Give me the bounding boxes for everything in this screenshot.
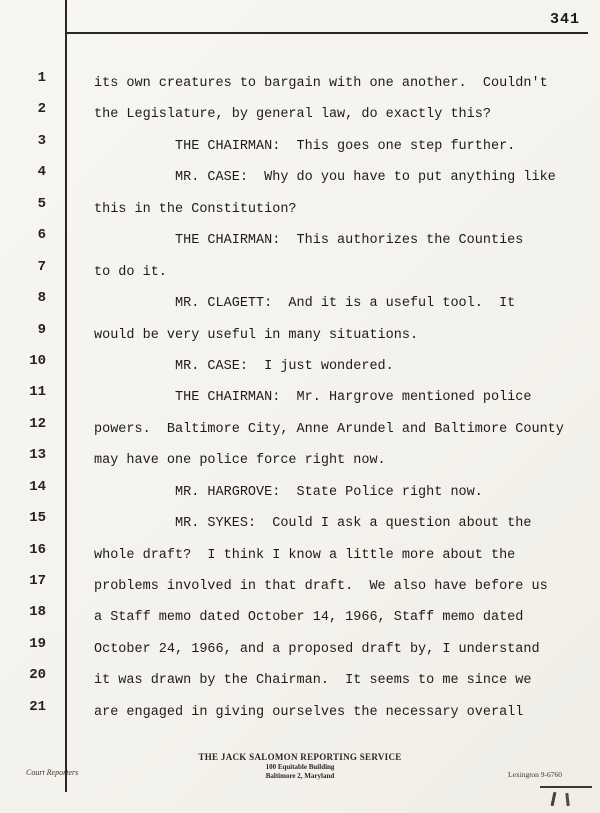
transcript-line: may have one police force right now. bbox=[94, 453, 386, 469]
left-margin-rule bbox=[65, 0, 67, 792]
transcript-line: THE CHAIRMAN: This goes one step further. bbox=[94, 138, 516, 154]
transcript-line: THE CHAIRMAN: Mr. Hargrove mentioned police bbox=[94, 390, 532, 406]
transcript-line: are engaged in giving ourselves the necessary overall bbox=[94, 704, 524, 720]
transcript-line: MR. HARGROVE: State Police right now. bbox=[94, 484, 483, 500]
line-number: 11 bbox=[29, 384, 46, 401]
line-number: 10 bbox=[29, 352, 46, 369]
transcript-line: whole draft? I think I know a little more about the bbox=[94, 547, 516, 563]
transcript-line: its own creatures to bargain with one another. Couldn't bbox=[94, 76, 548, 91]
footer bbox=[0, 748, 600, 808]
line-number: 17 bbox=[29, 573, 46, 589]
line-number: 12 bbox=[29, 415, 46, 432]
transcript-line: problems involved in that draft. We also have before us bbox=[94, 579, 548, 594]
line-number: 16 bbox=[29, 541, 46, 558]
top-rule bbox=[65, 32, 588, 34]
transcript-line: THE CHAIRMAN: This authorizes the Counties bbox=[94, 233, 524, 249]
line-number: 13 bbox=[29, 447, 46, 464]
line-number: 3 bbox=[37, 132, 46, 149]
transcript-line: MR. SYKES: Could I ask a question about the bbox=[94, 516, 532, 532]
scan-artifact-line bbox=[540, 786, 592, 788]
footer-service-name: THE JACK SALOMON REPORTING SERVICE bbox=[198, 752, 402, 762]
footer-address-line-2: Baltimore 2, Maryland bbox=[265, 772, 335, 780]
line-number: 4 bbox=[37, 164, 46, 181]
transcript-line: a Staff memo dated October 14, 1966, Staff memo dated bbox=[94, 610, 524, 626]
line-number: 15 bbox=[29, 510, 46, 527]
line-number: 5 bbox=[37, 195, 46, 212]
transcript-line: would be very useful in many situations. bbox=[94, 327, 419, 343]
line-number-column bbox=[0, 63, 46, 723]
line-number: 9 bbox=[37, 321, 46, 338]
line-number: 14 bbox=[29, 478, 46, 495]
line-number: 8 bbox=[37, 290, 46, 307]
line-number: 2 bbox=[37, 101, 46, 118]
line-number: 7 bbox=[37, 258, 46, 275]
footer-court-reporters: Court Reporters bbox=[26, 768, 79, 777]
transcript-line: October 24, 1966, and a proposed draft by, I understand bbox=[94, 641, 540, 657]
transcript-line: powers. Baltimore City, Anne Arundel and Baltimore County bbox=[94, 421, 564, 437]
transcript-line: MR. CASE: Why do you have to put anything like bbox=[94, 170, 556, 186]
line-number: 1 bbox=[37, 70, 46, 86]
page-number: 341 bbox=[549, 11, 580, 28]
line-number: 19 bbox=[29, 635, 46, 652]
transcript-line: the Legislature, by general law, do exactly this? bbox=[94, 107, 491, 123]
transcript-line: MR. CLAGETT: And it is a useful tool. It bbox=[94, 296, 516, 312]
footer-phone: Lexington 9-6760 bbox=[508, 770, 562, 779]
transcript-line: MR. CASE: I just wondered. bbox=[94, 358, 394, 374]
line-number: 18 bbox=[29, 604, 46, 621]
line-number: 6 bbox=[37, 227, 46, 244]
line-number: 20 bbox=[29, 667, 46, 684]
line-number: 21 bbox=[29, 698, 46, 715]
transcript-line: it was drawn by the Chairman. It seems to me since we bbox=[94, 673, 532, 689]
footer-address-line-1: 100 Equitable Building bbox=[265, 763, 335, 771]
transcript-line: this in the Constitution? bbox=[94, 201, 297, 217]
transcript-line: to do it. bbox=[94, 264, 167, 280]
transcript-text-column bbox=[94, 68, 594, 728]
